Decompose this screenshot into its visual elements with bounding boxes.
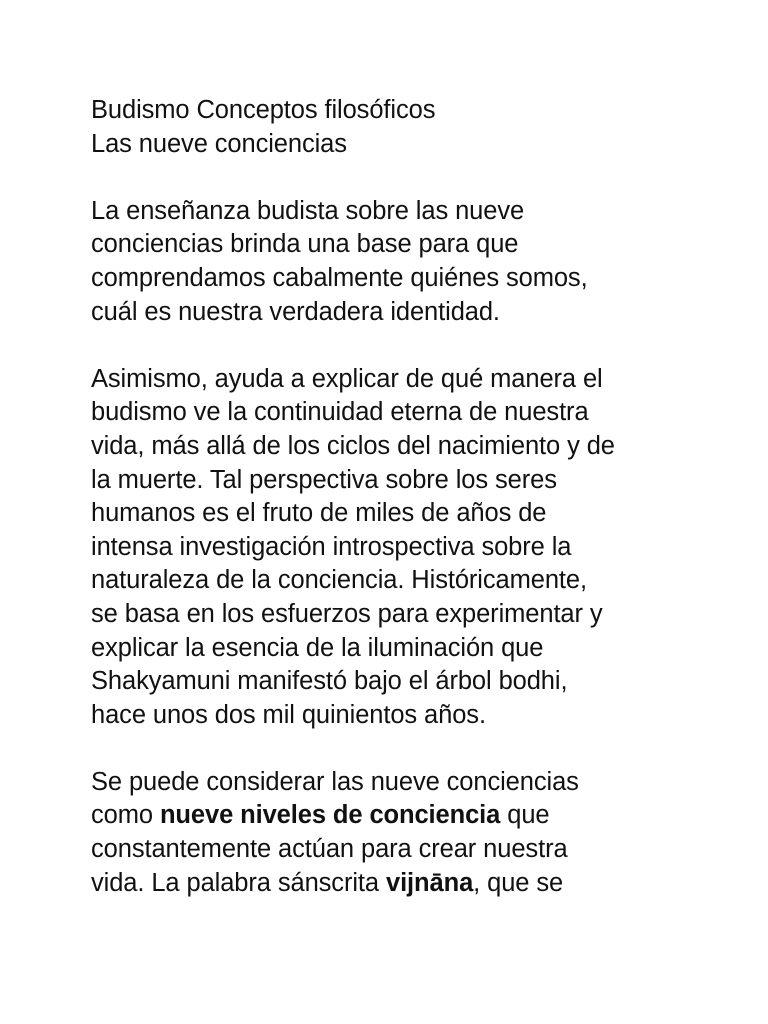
paragraph-3 — [91, 766, 691, 900]
bold-term-vijnana: vijnāna — [385, 868, 474, 897]
paragraph-1 — [91, 195, 691, 329]
bold-term-nueve-niveles: nueve niveles de conciencia — [159, 801, 501, 830]
paragraph-line: constantemente actúan para crear nuestra — [91, 835, 568, 864]
paragraph-2 — [91, 363, 691, 733]
paragraph-gap — [91, 161, 691, 195]
paragraph-line: Se puede considerar las nueve conciencias — [91, 767, 579, 796]
text-run: como — [91, 801, 160, 830]
paragraph-line: naturaleza de la conciencia. Históricamente, — [91, 566, 587, 595]
paragraph-line — [91, 867, 691, 901]
paragraph-line: La enseñanza budista sobre las nueve — [91, 196, 525, 225]
paragraph-line: humanos es el fruto de miles de años de — [91, 499, 547, 528]
paragraph-line: cuál es nuestra verdadera identidad. — [91, 297, 500, 326]
document-page — [91, 94, 691, 900]
paragraph-line: vida, más allá de los ciclos del nacimiento y de — [91, 431, 615, 460]
document-title: Budismo Conceptos filosóficos — [91, 96, 436, 124]
paragraph-line: se basa en los esfuerzos para experimentar y — [91, 599, 603, 628]
paragraph-line: conciencias brinda una base para que — [91, 230, 519, 259]
text-run: , que se — [473, 868, 564, 897]
paragraph-gap — [91, 329, 691, 363]
document-subtitle: Las nueve conciencias — [91, 129, 347, 158]
paragraph-line: Asimismo, ayuda a explicar de qué manera el — [91, 364, 603, 393]
paragraph-line — [91, 799, 691, 833]
paragraph-line: budismo ve la continuidad eterna de nuestra — [91, 398, 589, 427]
paragraph-line: hace unos dos mil quinientos años. — [91, 700, 486, 729]
paragraph-line: explicar la esencia de la iluminación que — [91, 633, 544, 662]
text-run: vida. La palabra sánscrita — [91, 868, 386, 897]
text-run: que — [500, 801, 550, 830]
paragraph-gap — [91, 732, 691, 766]
paragraph-line: Shakyamuni manifestó bajo el árbol bodhi, — [91, 667, 568, 696]
paragraph-line: la muerte. Tal perspectiva sobre los seres — [91, 465, 557, 494]
paragraph-line: intensa investigación introspectiva sobre la — [91, 532, 572, 561]
paragraph-line: comprendamos cabalmente quiénes somos, — [91, 263, 588, 292]
